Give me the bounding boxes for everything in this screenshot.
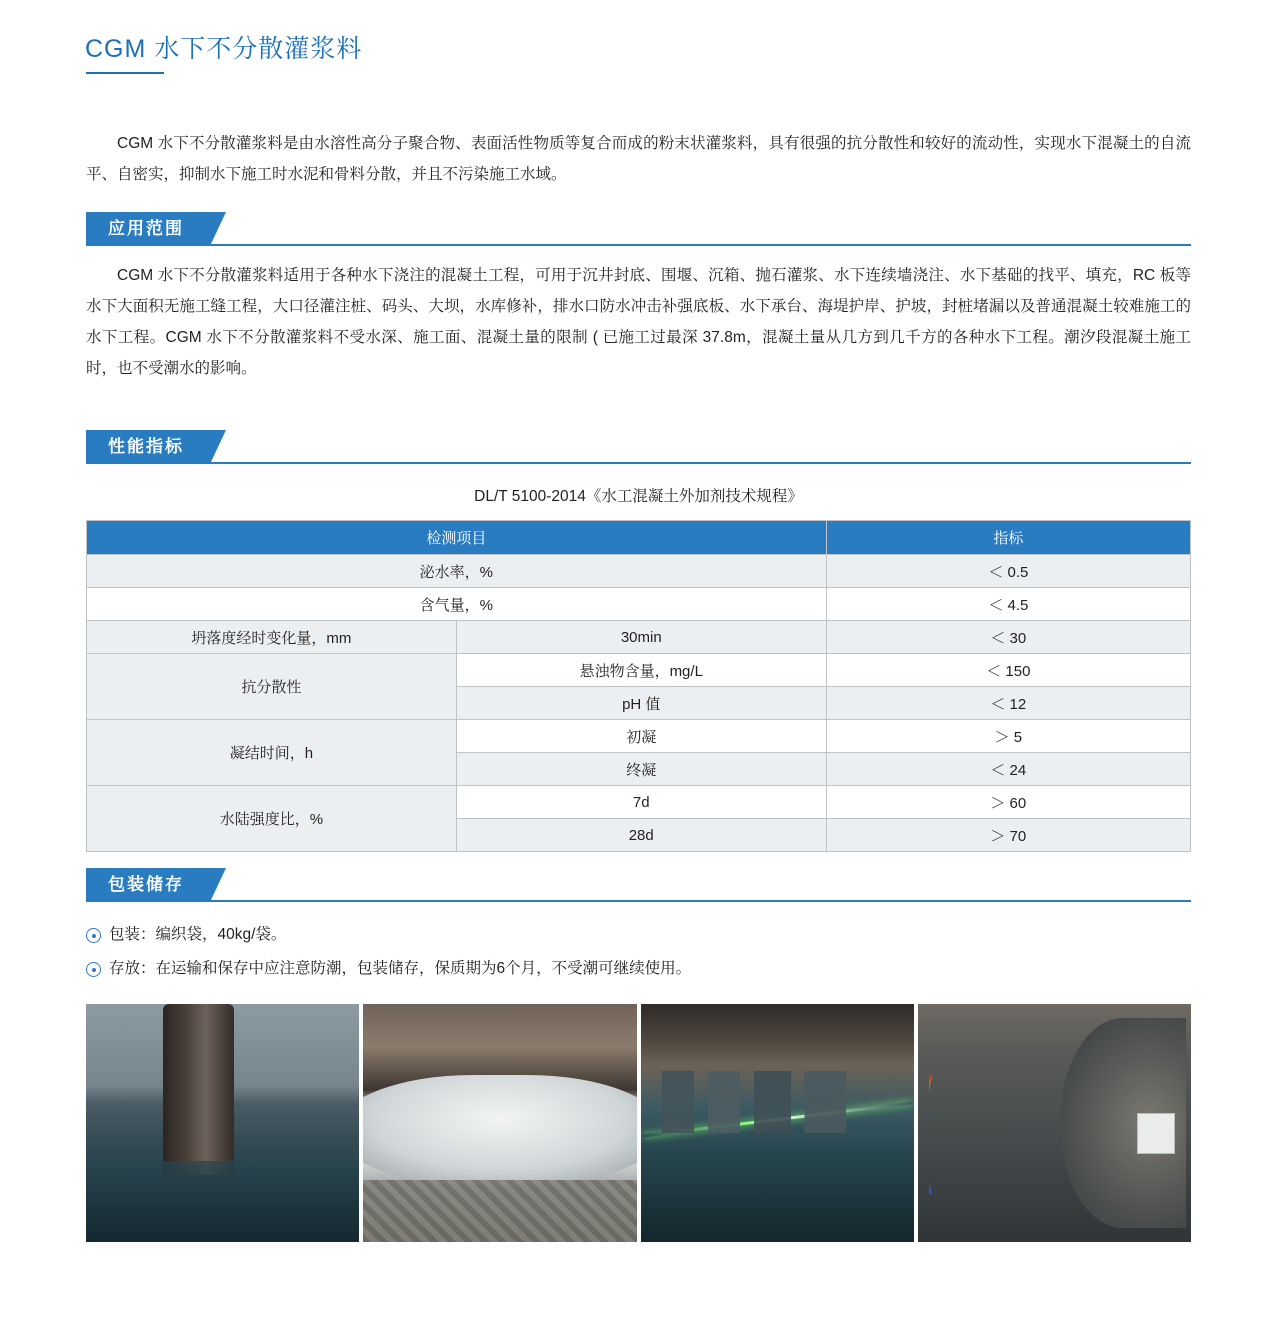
cell-value: ＞ 70 — [826, 819, 1190, 852]
cell-item: 水陆强度比，% — [87, 786, 457, 852]
column-header-index: 指标 — [826, 521, 1190, 555]
cell-value: ＞ 60 — [826, 786, 1190, 819]
section-tab-label: 包装储存 — [86, 868, 210, 902]
list-item-text: 包装：编织袋，40kg/袋。 — [109, 926, 287, 943]
table-row — [87, 555, 1191, 588]
section-application-scope — [86, 212, 1191, 400]
packaging-list — [86, 918, 1191, 986]
table-row — [87, 588, 1191, 621]
section-underline — [86, 462, 1191, 464]
cell-subitem: 终凝 — [456, 753, 826, 786]
intro-paragraph: CGM 水下不分散灌浆料是由水溶性高分子聚合物、表面活性物质等复合而成的粉末状灌浆料，具有很强的抗分散性和较好的流动性，实现水下混凝土的自流平、自密实，抑制水下施工时水泥和骨料分散，并且不污染施工水域。 — [86, 134, 1191, 183]
table-row — [87, 654, 1191, 687]
cell-item: 凝结时间，h — [87, 720, 457, 786]
cell-value: ＜ 30 — [826, 621, 1190, 654]
table-header-row — [87, 521, 1191, 555]
cell-subitem: pH 值 — [456, 687, 826, 720]
circle-bullet-icon — [86, 962, 101, 977]
cell-subitem: 初凝 — [456, 720, 826, 753]
section-tab-label: 性能指标 — [86, 430, 210, 464]
wrapped-column-repair-photo — [363, 1004, 636, 1242]
shaft-bottom-grouting-photo — [918, 1004, 1191, 1242]
section-performance — [86, 430, 1191, 852]
cell-value: ＜ 4.5 — [826, 588, 1190, 621]
list-item-text: 存放：在运输和保存中应注意防潮，包装储存，保质期为6个月，不受潮可继续使用。 — [109, 960, 692, 977]
cell-subitem: 28d — [456, 819, 826, 852]
table-caption: DL/T 5100-2014《水工混凝土外加剂技术规程》 — [474, 488, 803, 505]
performance-table — [86, 520, 1191, 852]
cell-item: 抗分散性 — [87, 654, 457, 720]
section-underline — [86, 244, 1191, 246]
cell-value: ＜ 0.5 — [826, 555, 1190, 588]
section-heading-performance — [86, 430, 1191, 464]
circle-bullet-icon — [86, 928, 101, 943]
column-header-item: 检测项目 — [87, 521, 827, 555]
section-packaging — [86, 868, 1191, 986]
underwater-pier-column-photo — [86, 1004, 359, 1242]
page-title: CGM 水下不分散灌浆料 — [85, 34, 363, 63]
cell-subitem: 悬浊物含量，mg/L — [456, 654, 826, 687]
list-item — [86, 918, 1191, 952]
cell-item: 含气量，% — [87, 588, 827, 621]
cell-value: ＜ 150 — [826, 654, 1190, 687]
cell-value: ＞ 5 — [826, 720, 1190, 753]
table-row — [87, 621, 1191, 654]
list-item — [86, 952, 1191, 986]
cell-subitem: 7d — [456, 786, 826, 819]
application-body-text: CGM 水下不分散灌浆料适用于各种水下浇注的混凝土工程，可用于沉井封底、围堰、沉箱、抛石灌浆、水下连续墙浇注、水下基础的找平、填充，RC 板等水下大面积无施工缝工程，大口径灌注桩、码头、大坝，水库修补，排水口防水冲击补强底板、水下承台、海堤护岸、护坡，封桩堵漏以及普通混凝土较难施工的水下工程。CGM 水下不分散灌浆料不受水深、施工面、混凝土量的限制 ( 已施工过最深 37.8m，混凝土量从几方到几千方的各种水下工程。潮汐段混凝土施工时，也不受潮水的影响。 — [86, 267, 1191, 377]
section-tab-label: 应用范围 — [86, 212, 210, 246]
section-heading-application — [86, 212, 1191, 246]
table-row — [87, 786, 1191, 819]
submerged-piers-night-photo — [641, 1004, 914, 1242]
equipment-panel — [1137, 1113, 1175, 1153]
title-underline — [86, 72, 164, 74]
cell-value: ＜ 24 — [826, 753, 1190, 786]
cell-subitem: 30min — [456, 621, 826, 654]
cell-item: 泌水率，% — [87, 555, 827, 588]
cell-item: 坍落度经时变化量，mm — [87, 621, 457, 654]
table-row — [87, 720, 1191, 753]
section-heading-packaging — [86, 868, 1191, 902]
photo-strip — [86, 1004, 1191, 1242]
cell-value: ＜ 12 — [826, 687, 1190, 720]
section-underline — [86, 900, 1191, 902]
